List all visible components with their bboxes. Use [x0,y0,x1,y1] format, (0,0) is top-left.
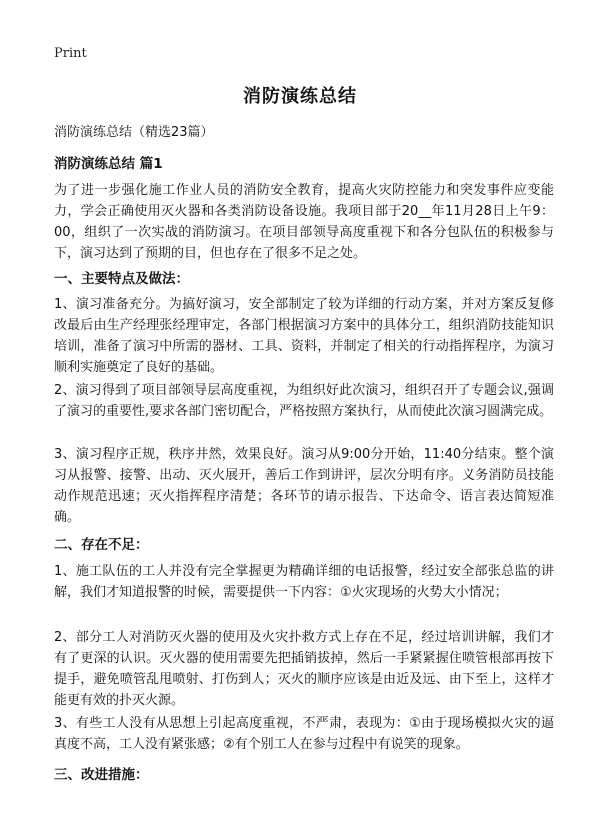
paragraph-issue-2: 2、部分工人对消防灭火器的使用及火灾扑救方式上存在不足，经过培训讲解，我们才有了更深的认识。灭火器的使用需要先把插销拔掉，然后一手紧紧握住喷管根部再按下提手，避免喷管乱甩喷射、打伤到人；灭火的顺序应该是由近及远、由下至上，这样才能更有效的扑灭火源。 [54,630,554,708]
heading-shortcomings: 二、存在不足： [54,537,149,553]
document-title: 消防演练总结 [243,86,357,107]
intro-paragraph: 为了进一步强化施工作业人员的消防安全教育，提高火灾防控能力和突发事件应变能力，学会正确使用灭火器和各类消防设备设施。我项目部于20__年11月28日上午9：00，组织了一次实战的消防演习。在项目部领导高度重视下和各分包队伍的积极参与下，演习达到了预期的目，但也存在了很多不足之处。 [54,183,554,261]
print-label[interactable]: Print [54,46,87,61]
paragraph-point-1: 1、演习准备充分。为搞好演习，安全部制定了较为详细的行动方案，并对方案反复修改最后由生产经理张经理审定，各部门根据演习方案中的具体分工，组织消防技能知识培训，准备了演习中所需的器材、工具、资料，并制定了相关的行动指挥程序，为演习顺利实施奠定了良好的基础。 [54,297,554,375]
paragraph-issue-1: 1、施工队伍的工人并没有完全掌握更为精确详细的电话报警，经过安全部张总监的讲解，我们才知道报警的时候，需要提供一下内容：①火灾现场的火势大小情况； [54,564,554,600]
paragraph-issue-3: 3、有些工人没有从思想上引起高度重视，不严肃，表现为：①由于现场模拟火灾的逼真度不高，工人没有紧张感；②有个别工人在参与过程中有说笑的现象。 [54,716,554,752]
paragraph-point-3: 3、演习程序正规，秩序井然，效果良好。演习从9:00分开始，11:40分结束。整个演习从报警、接警、出动、灭火展开，善后工作到讲评，层次分明有序。义务消防员技能动作规范迅速；灭火指挥程序清楚；各环节的请示报告、下达命令、语言表达简短准确。 [54,447,554,525]
document-subtitle: 消防演练总结（精选23篇） [54,125,214,140]
heading-main-features: 一、主要特点及做法： [54,271,189,287]
paragraph-point-2: 2、演习得到了项目部领导层高度重视，为组织好此次演习，组织召开了专题会议,强调了演习的重要性,要求各部门密切配合，严格按照方案执行，从而使此次演习圆满完成。 [54,383,554,419]
section-title: 消防演练总结 篇1 [54,156,163,172]
heading-improvements: 三、改进措施： [54,767,149,783]
